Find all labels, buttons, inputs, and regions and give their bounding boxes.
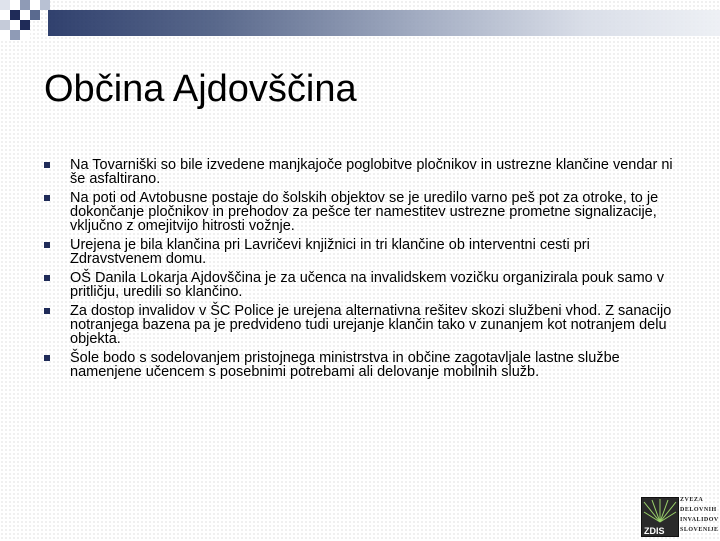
- decor-square: [10, 30, 20, 40]
- square-bullet-icon: [44, 162, 50, 168]
- logo-line: DELOVNIH: [680, 507, 717, 513]
- decor-square: [10, 20, 20, 30]
- logo-line: SLOVENIJE: [680, 527, 719, 533]
- header-gradient-bar: [48, 10, 720, 36]
- bullet-item: [44, 158, 684, 186]
- square-bullet-icon: [44, 275, 50, 281]
- bullet-item: [44, 191, 684, 233]
- bullet-text: Na Tovarniški so bile izvedene manjkajoče poglobitve pločnikov in ustrezne klančine vendar ni še asfaltirano.: [70, 157, 673, 187]
- bullet-item: [44, 238, 684, 266]
- square-bullet-icon: [44, 242, 50, 248]
- bullet-item: [44, 271, 684, 299]
- decor-square: [30, 10, 40, 20]
- header-decoration: [0, 0, 720, 46]
- decor-square: [40, 0, 50, 10]
- decor-square: [0, 0, 10, 10]
- decor-square: [20, 30, 30, 40]
- bullet-item: [44, 351, 684, 379]
- bullet-list: [44, 158, 684, 384]
- decor-square: [0, 30, 10, 40]
- zdis-logo: [641, 495, 719, 539]
- decor-square: [20, 20, 30, 30]
- bullet-text: Na poti od Avtobusne postaje do šolskih objektov se je uredilo varno peš pot za otroke, to je dokončanje pločnikov in prehodov za pešce ter namestitev ustrezne prometne signalizacije, vključno z omejitvijo hitrosti vožnje.: [70, 190, 659, 234]
- decor-square: [10, 0, 20, 10]
- decor-square: [0, 20, 10, 30]
- bullet-text: Za dostop invalidov v ŠC Police je urejena alternativna rešitev skozi službeni vhod. Z sanacijo notranjega bazena pa je predvideno tudi urejanje klančin tako v zunanjem kot notranjem delu objekta.: [70, 303, 672, 347]
- bullet-text: Urejena je bila klančina pri Lavričevi knjižnici in tri klančine ob interventni cesti pri Zdravstvenem domu.: [70, 237, 590, 267]
- bullet-item: [44, 304, 684, 346]
- square-bullet-icon: [44, 355, 50, 361]
- decor-square: [0, 10, 10, 20]
- logo-text: [680, 495, 720, 535]
- decor-square: [10, 10, 20, 20]
- square-bullet-icon: [44, 308, 50, 314]
- decor-square: [30, 0, 40, 10]
- logo-emblem-icon: [641, 497, 679, 537]
- logo-abbr: ZDIS: [644, 526, 665, 536]
- decor-square: [20, 10, 30, 20]
- decor-square: [20, 0, 30, 10]
- square-bullet-icon: [44, 195, 50, 201]
- logo-line: ZVEZA: [680, 497, 704, 503]
- bullet-text: OŠ Danila Lokarja Ajdovščina je za učenca na invalidskem vozičku organizirala pouk samo v pritličju, uredili so klančino.: [70, 270, 664, 300]
- logo-line: INVALIDOV: [680, 517, 719, 523]
- slide-title: Občina Ajdovščina: [44, 68, 357, 110]
- bullet-text: Šole bodo s sodelovanjem pristojnega ministrstva in občine zagotavljale lastne službe namenjene učencem s posebnimi potrebami ali delovanje mobilnih služb.: [70, 350, 620, 380]
